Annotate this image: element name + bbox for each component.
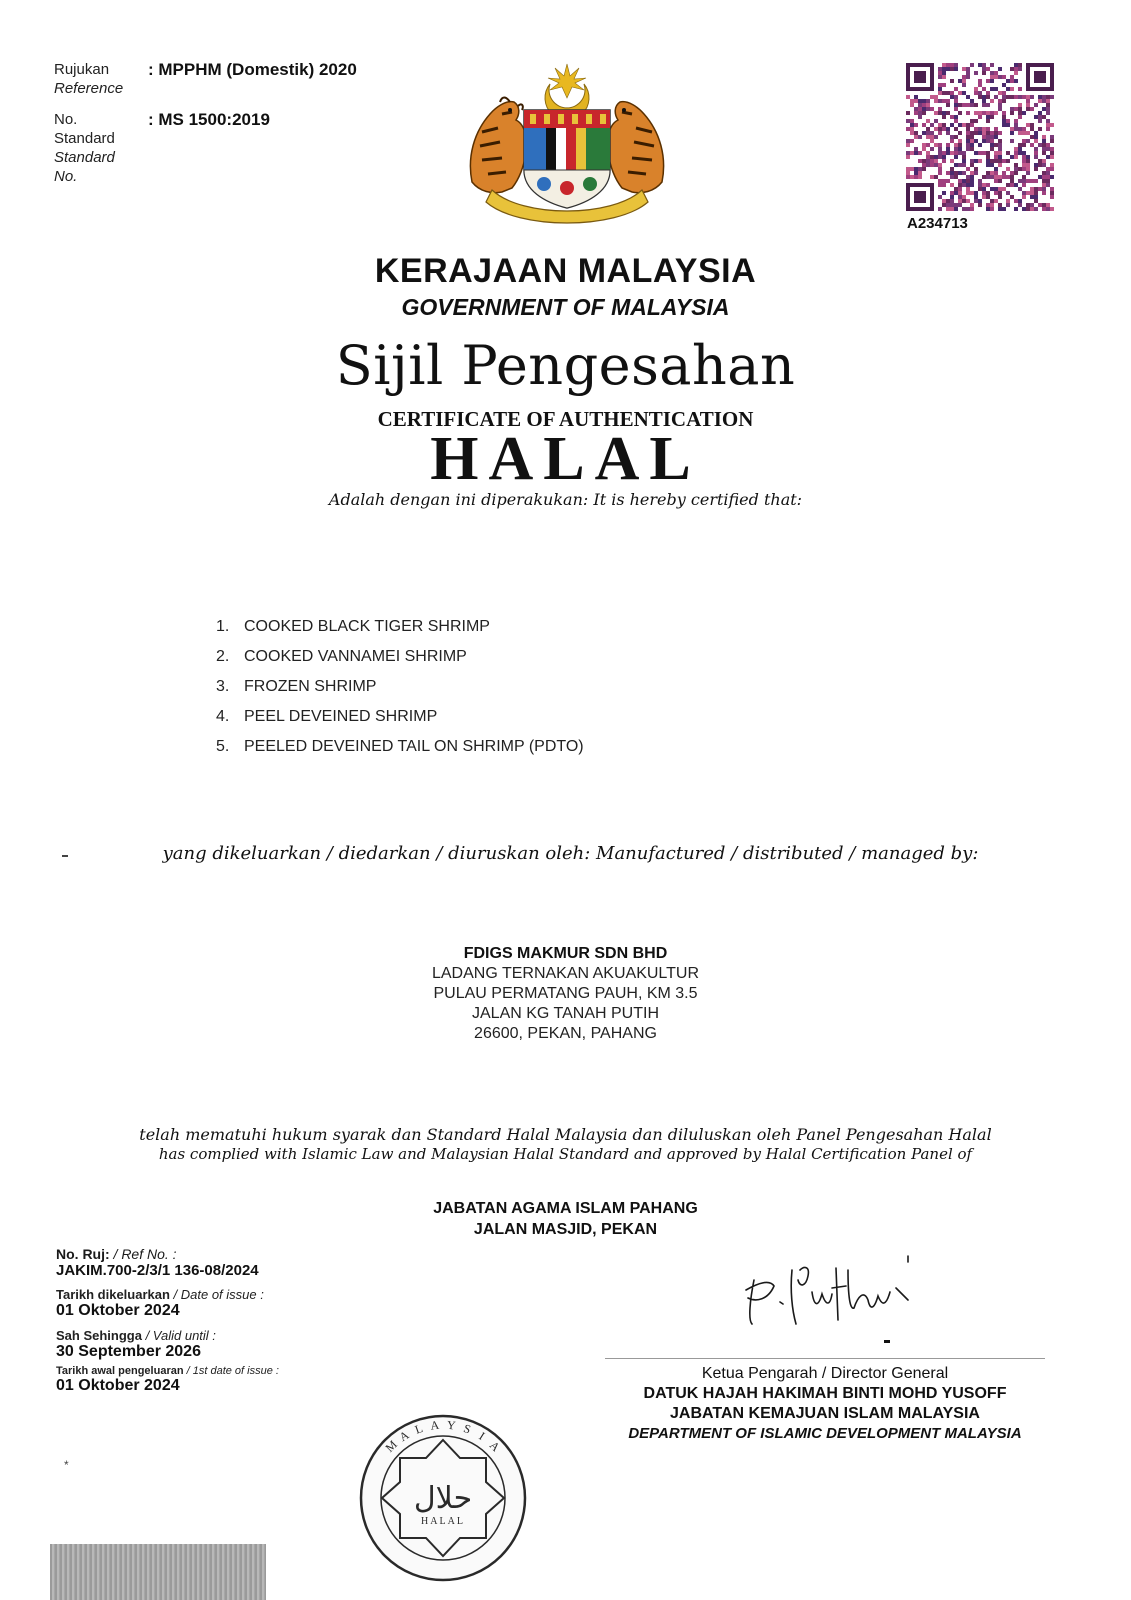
list-item: 5. PEELED DEVEINED TAIL ON SHRIMP (PDTO) — [216, 738, 584, 755]
ref-no-value: JAKIM.700-2/3/1 136-08/2024 — [56, 1262, 259, 1279]
qr-code-icon — [906, 63, 1054, 211]
list-item: 1. COOKED BLACK TIGER SHRIMP — [216, 618, 490, 635]
list-item: 2. COOKED VANNAMEI SHRIMP — [216, 648, 467, 665]
signature-line — [605, 1358, 1045, 1359]
signature-image — [740, 1240, 940, 1330]
qr-serial-number: A234713 — [907, 215, 968, 232]
authority-name: JABATAN AGAMA ISLAM PAHANG — [433, 1200, 698, 1217]
company-address-line: PULAU PERMATANG PAUH, KM 3.5 — [433, 985, 698, 1002]
reference-value: : MPPHM (Domestik) 2020 — [148, 60, 357, 79]
company-address-line: 26600, PEKAN, PAHANG — [474, 1025, 657, 1042]
logo-arabic-text: حلال — [413, 1481, 473, 1516]
logo-ring-letter: A — [486, 1438, 503, 1455]
valid-until-value: 30 September 2026 — [56, 1343, 201, 1360]
signatory-title: Ketua Pengarah / Director General — [701, 1365, 949, 1382]
valid-until-label: Sah Sehingga / Valid until : — [56, 1328, 216, 1343]
logo-ring-letter: A — [429, 1417, 440, 1433]
government-title: KERAJAAN MALAYSIA — [374, 252, 757, 290]
certificate-subtitle: CERTIFICATE OF AUTHENTICATION — [377, 407, 754, 431]
standard-value: : MS 1500:2019 — [148, 110, 270, 129]
issue-date-label: Tarikh dikeluarkan / Date of issue : — [56, 1287, 264, 1302]
right-tiger-icon — [607, 102, 663, 193]
signatory-block — [600, 1364, 1050, 1444]
company-address-line: LADANG TERNAKAN AKUAKULTUR — [431, 965, 700, 982]
logo-ring-letter: L — [413, 1421, 425, 1437]
coat-of-arms-emblem — [462, 62, 672, 232]
ref-no-label: No. Ruj: / Ref No. : — [56, 1246, 177, 1262]
logo-ring-letter: Y — [446, 1417, 457, 1433]
certified-statement: Adalah dengan ini diperakukan: It is hereby certified that: — [328, 490, 803, 509]
logo-ring-letter: A — [396, 1427, 412, 1445]
logo-ring-letter: I — [476, 1428, 488, 1443]
compliance-statement-ms: telah mematuhi hukum syarak dan Standard Halal Malaysia dan diluluskan oleh Panel Pengesahan Halal — [139, 1125, 992, 1144]
logo-ring-letter: S — [461, 1421, 473, 1437]
first-issue-value: 01 Oktober 2024 — [56, 1377, 180, 1394]
company-name: FDIGS MAKMUR SDN BHD — [463, 945, 668, 962]
asterisk-mark: * — [64, 1458, 69, 1472]
certificate-title: Sijil Pengesahan — [335, 334, 796, 397]
signatory-name: DATUK HAJAH HAKIMAH BINTI MOHD YUSOFF — [643, 1385, 1007, 1402]
logo-ring-letter: M — [382, 1437, 400, 1455]
shield-icon — [524, 110, 610, 208]
product-list — [216, 612, 584, 762]
standard-label: No. Standard Standard No. — [54, 111, 115, 185]
halal-logo-icon — [358, 1412, 528, 1584]
security-barcode-strip — [50, 1544, 266, 1600]
company-block — [0, 944, 1131, 1044]
signatory-department-en: DEPARTMENT OF ISLAMIC DEVELOPMENT MALAYSIA — [628, 1425, 1022, 1442]
list-item: 3. FROZEN SHRIMP — [216, 678, 377, 695]
signature-mark — [884, 1340, 890, 1343]
compliance-statement-en: has complied with Islamic Law and Malaysian Halal Standard and approved by Halal Certification Panel of — [158, 1145, 973, 1163]
authority-block — [0, 1198, 1131, 1240]
authority-address: JALAN MASJID, PEKAN — [473, 1221, 658, 1238]
reference-label: Rujukan Reference — [54, 61, 124, 97]
government-subtitle: GOVERNMENT OF MALAYSIA — [401, 294, 730, 320]
first-issue-label: Tarikh awal pengeluaran / 1st date of issue : — [56, 1365, 279, 1377]
issue-date-value: 01 Oktober 2024 — [56, 1302, 180, 1319]
signatory-department: JABATAN KEMAJUAN ISLAM MALAYSIA — [670, 1405, 980, 1422]
certificate-details — [56, 1246, 386, 1395]
list-item: 4. PEEL DEVEINED SHRIMP — [216, 708, 438, 725]
manufacturer-statement: yang dikeluarkan / diedarkan / diuruskan oleh: Manufactured / distributed / managed by: — [162, 843, 979, 864]
company-address-line: JALAN KG TANAH PUTIH — [472, 1005, 659, 1022]
left-tiger-icon — [470, 98, 526, 193]
logo-halal-text: HALAL — [421, 1516, 465, 1527]
halal-title: HALAL — [430, 425, 701, 493]
